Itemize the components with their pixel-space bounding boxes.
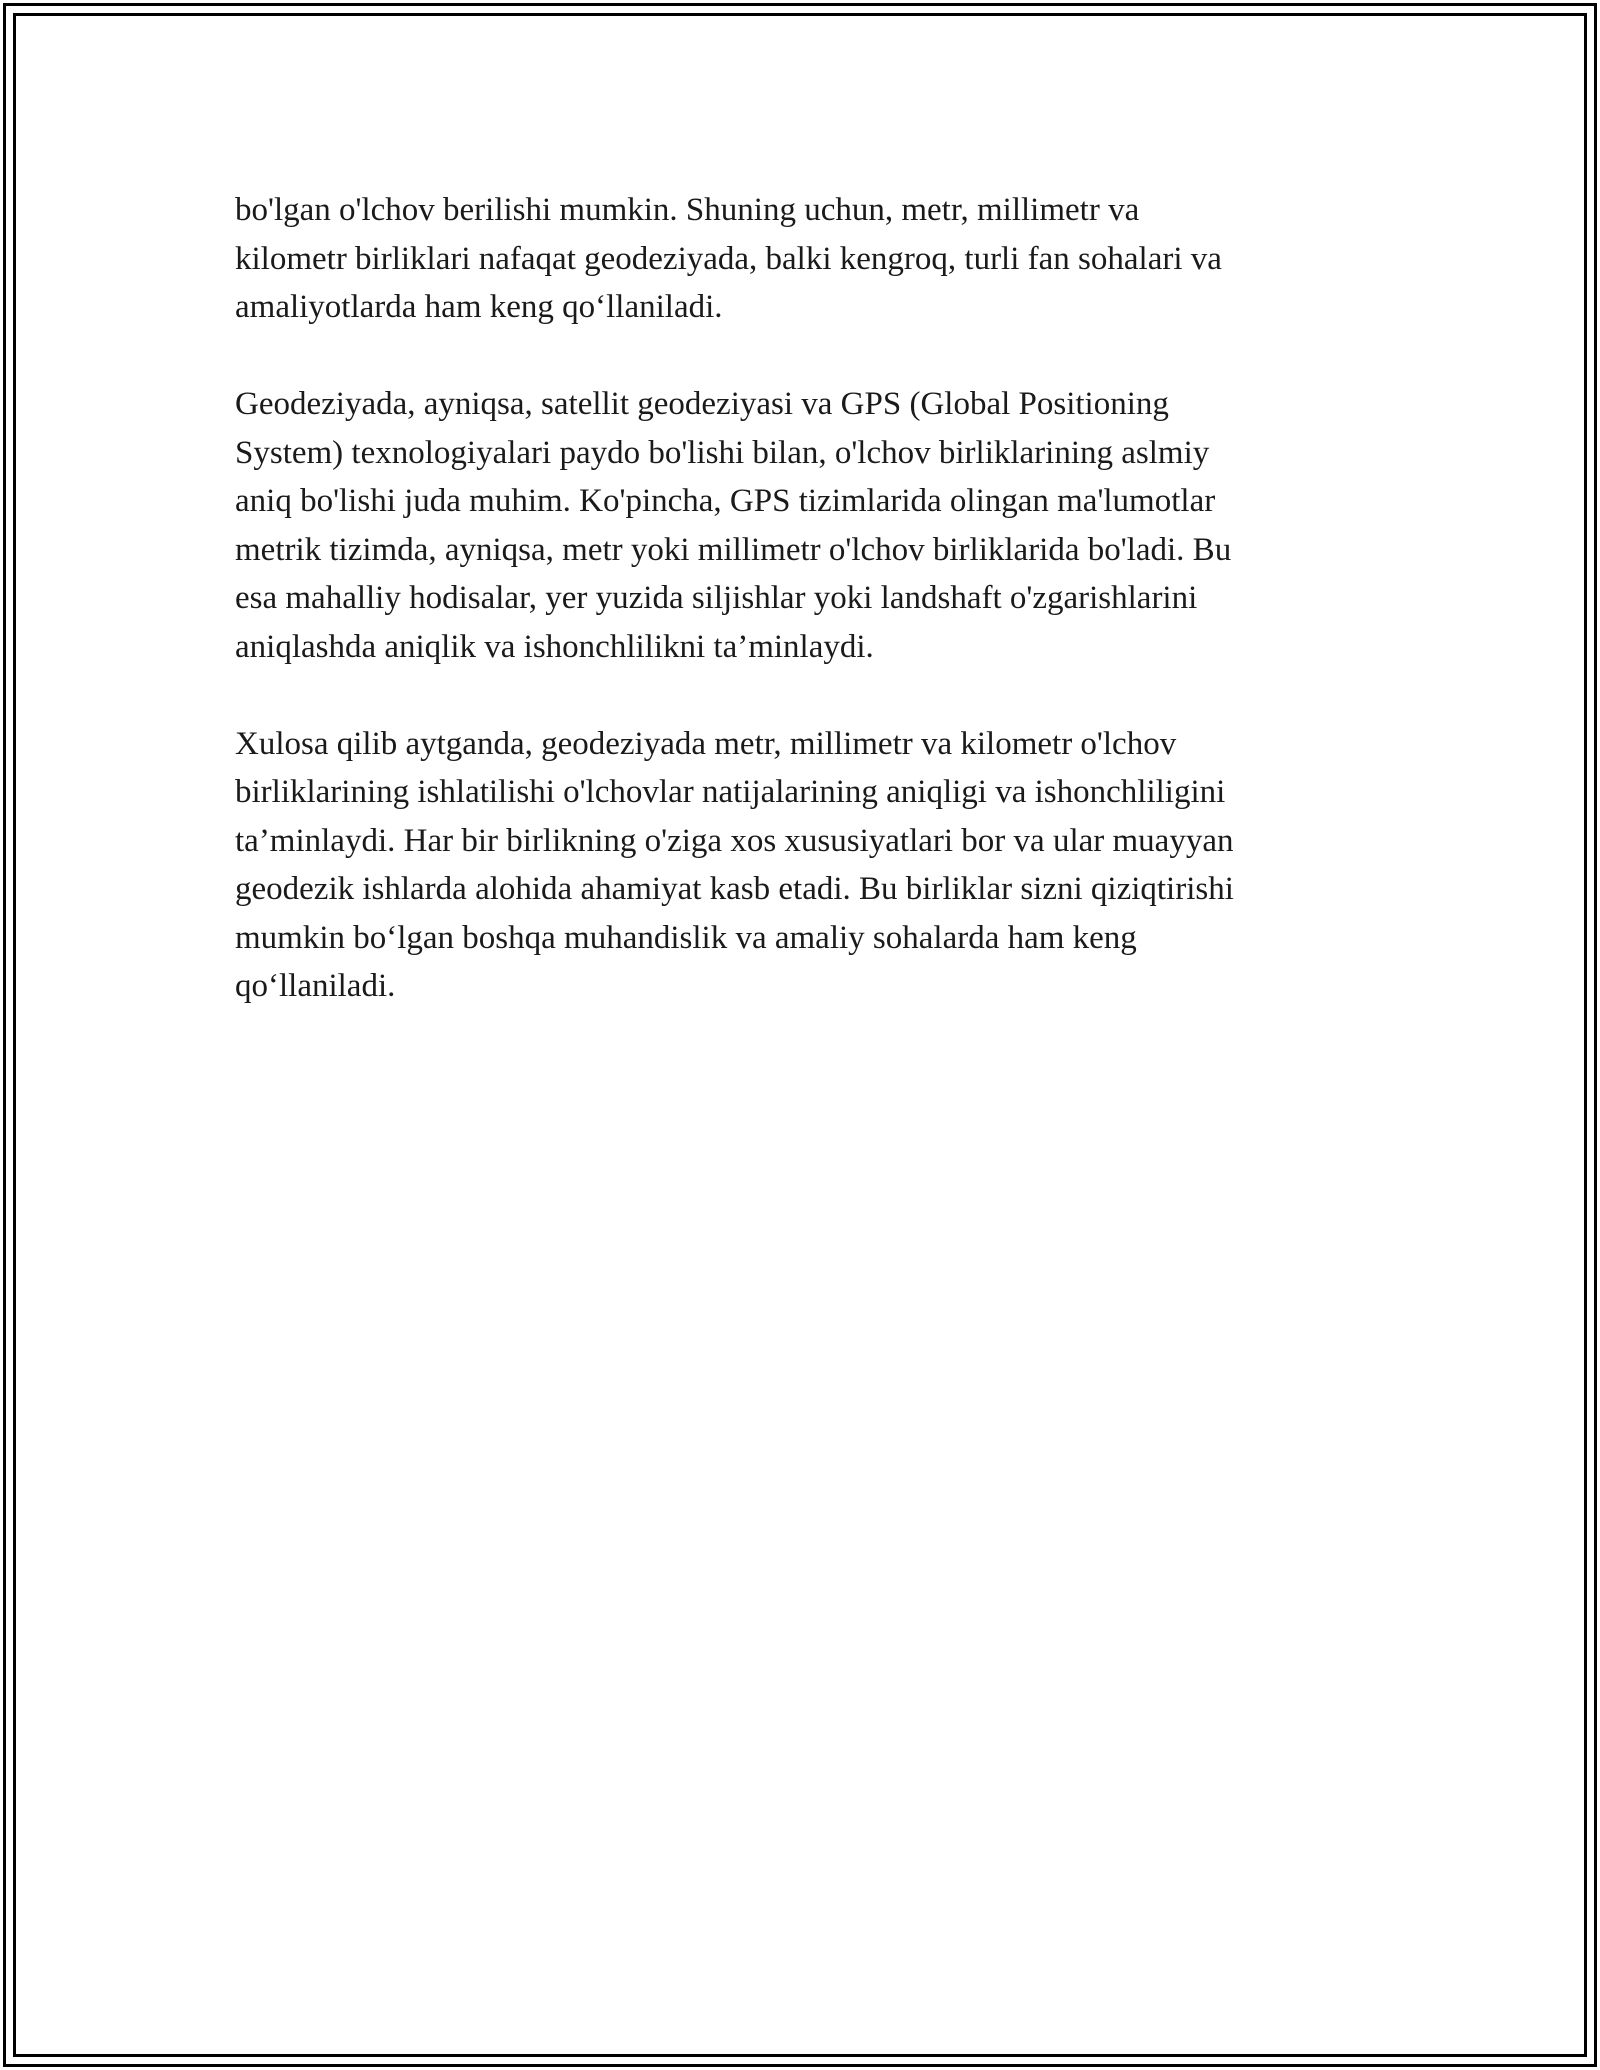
paragraph-conclusion: Xulosa qilib aytganda, geodeziyada metr, millimetr va kilometr o'lchov birliklarining ishlatilishi o'lchovlar natijalarining aniqligi va ishonchliligini ta’minlaydi. Har bir birlikning o'ziga xos xususiyatlari bor va ular muayyan geodezik ishlarda alohida ahamiyat kasb etadi. Bu birliklar sizni qiziqtirishi mumkin bo‘lgan boshqa muhandislik va amaliy sohalarda ham keng qo‘llaniladi. — [235, 725, 1234, 1004]
paragraph-measurement-units: bo'lgan o'lchov berilishi mumkin. Shuning uchun, metr, millimetr va kilometr birliklari nafaqat geodeziyada, balki kengroq, turli fan sohalari va amaliyotlarda ham keng qo‘llaniladi. — [235, 192, 1222, 325]
paragraph-gps-geodesy: Geodeziyada, ayniqsa, satellit geodeziyasi va GPS (Global Positioning System) texnologiyalari paydo bo'lishi bilan, o'lchov birliklarining aslmiy aniq bo'lishi juda muhim. Ko'pincha, GPS tizimlarida olingan ma'lumotlar metrik tizimda, ayniqsa, metr yoki millimetr o'lchov birliklarida bo'ladi. Bu esa mahalliy hodisalar, yer yuzida siljishlar yoki landshaft o'zgarishlarini aniqlashda aniqlik va ishonchlilikni ta’minlaydi. — [235, 386, 1232, 665]
document-body — [235, 186, 1365, 1059]
